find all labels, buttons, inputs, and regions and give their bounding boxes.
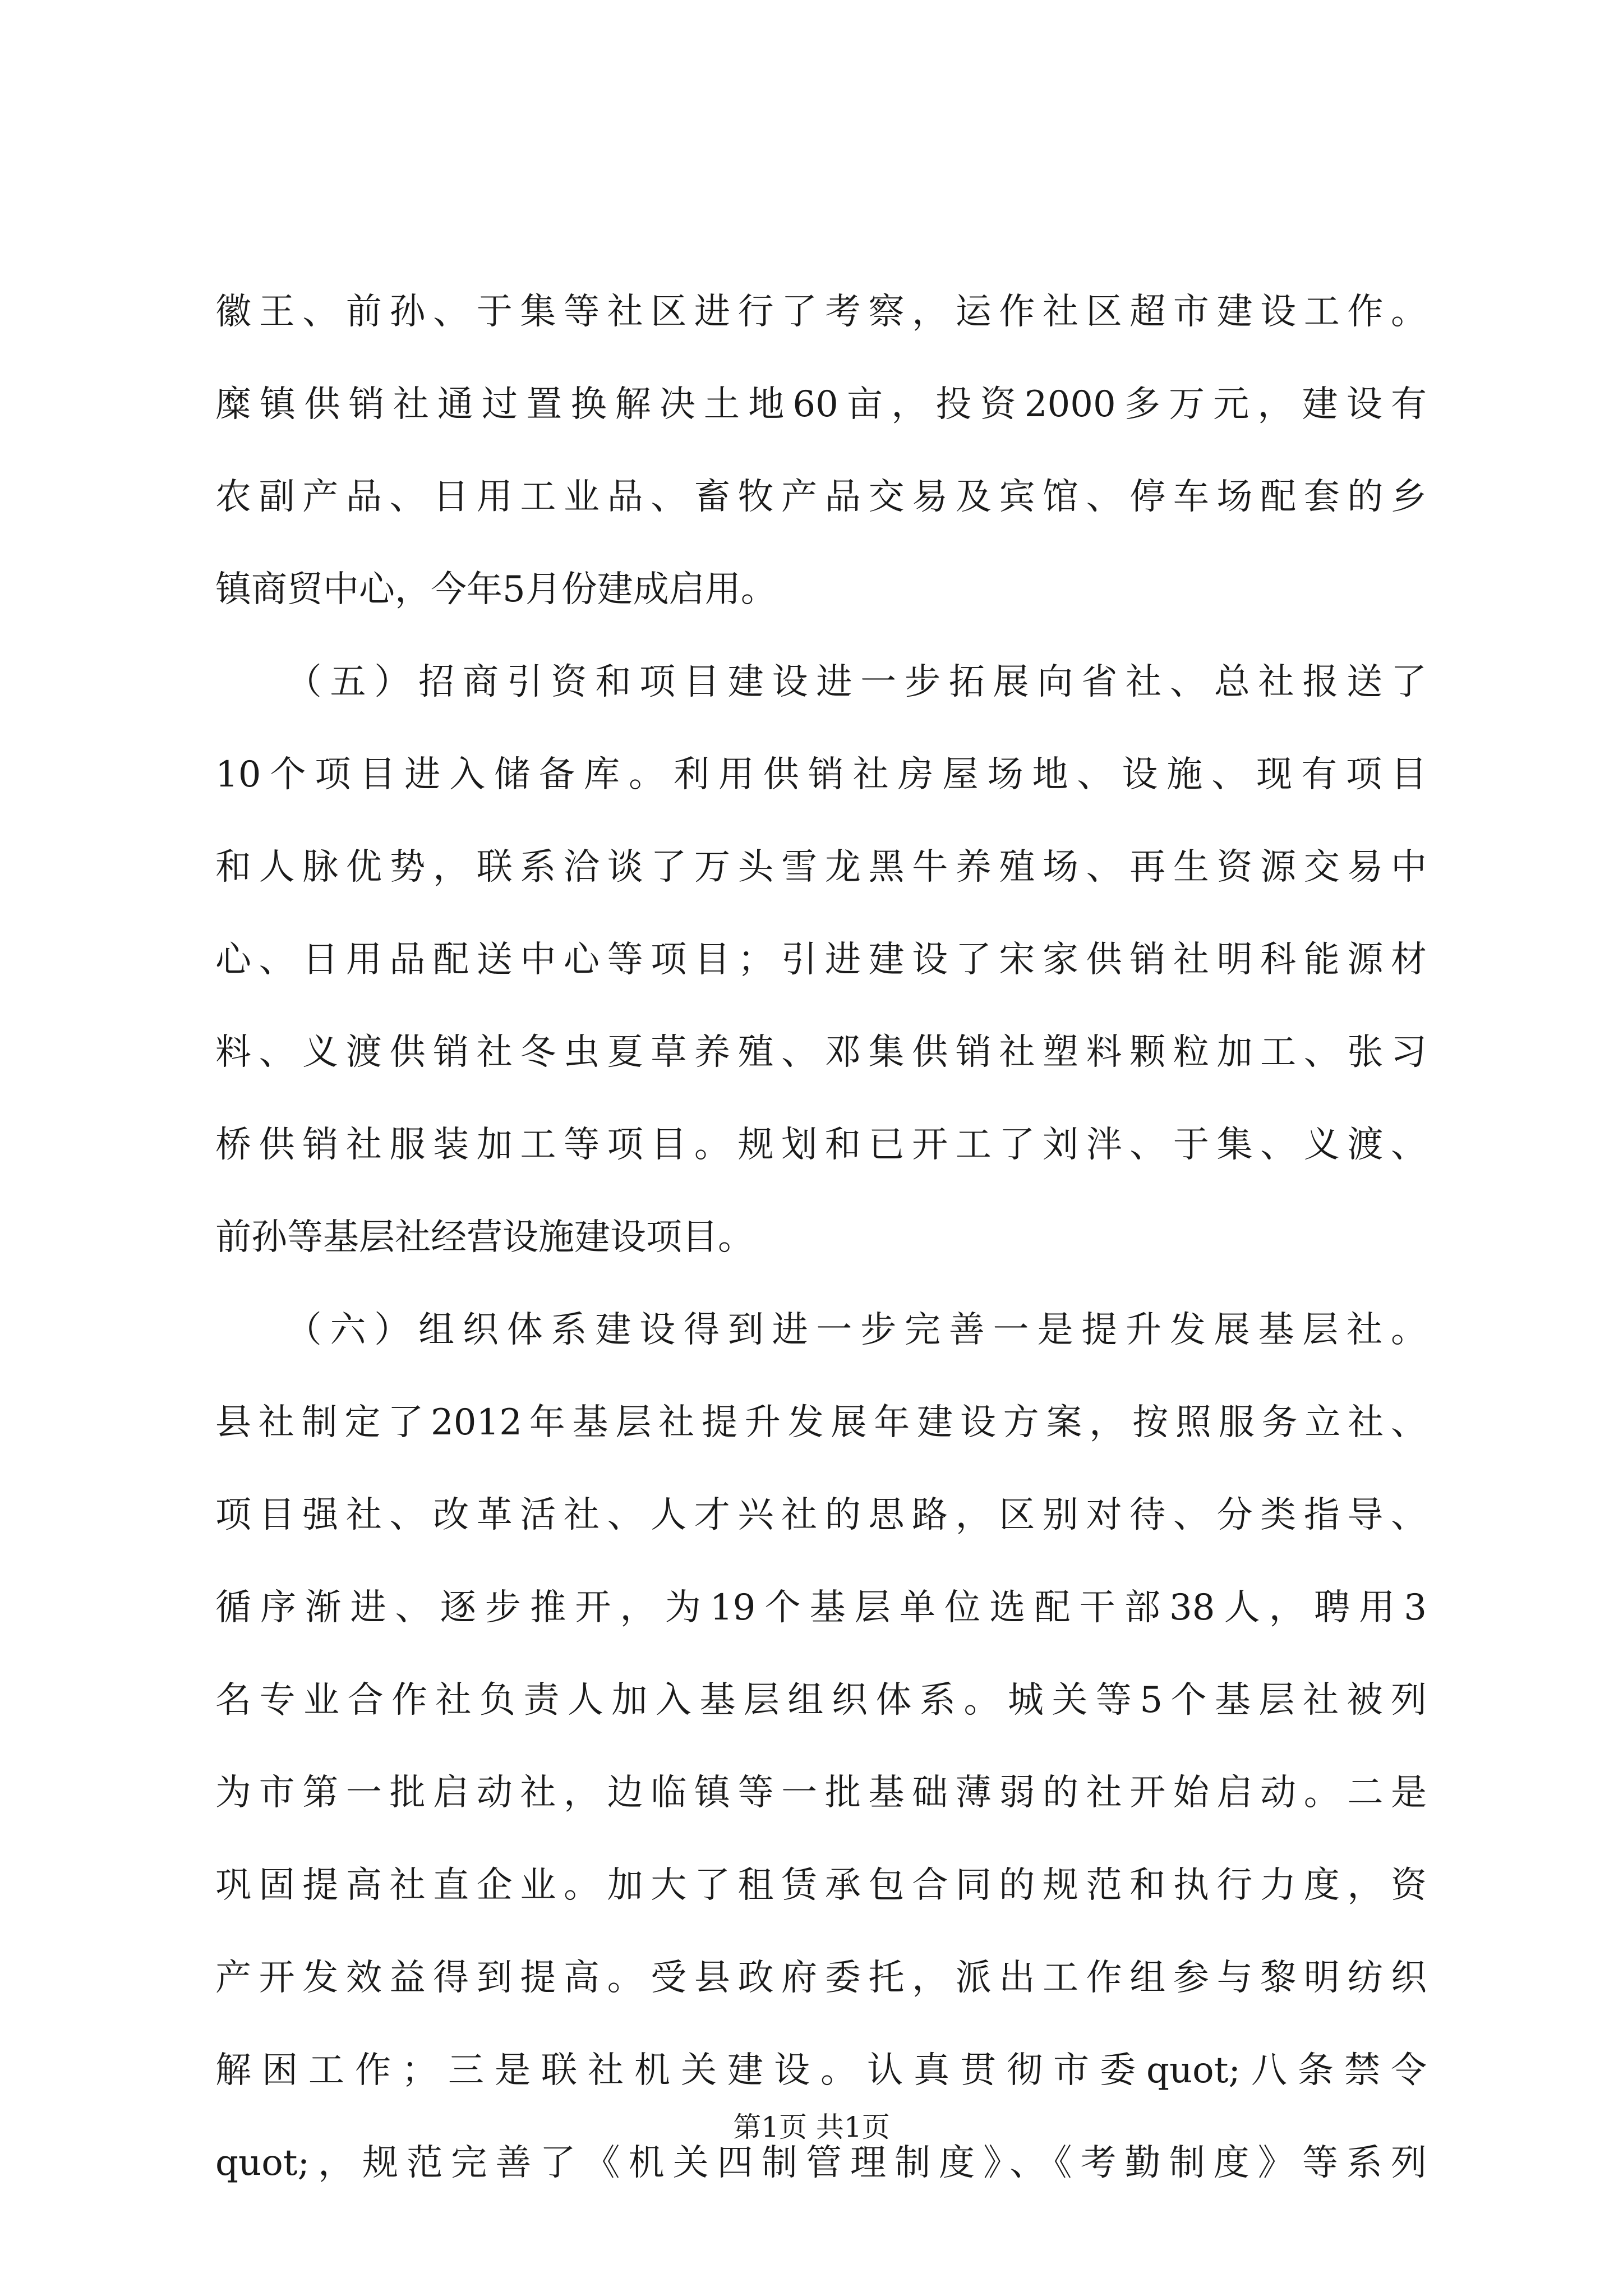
text-line: （六）组织体系建设得到进一步完善一是提升发展基层社。 (215, 1309, 1427, 1351)
text-line: （五）招商引资和项目建设进一步拓展向省社、总社报送了 (215, 661, 1427, 703)
text-line: 名专业合作社负责人加入基层组织体系。城关等5个基层社被列 (215, 1680, 1427, 1721)
text-line: 农副产品、日用工业品、畜牧产品交易及宾馆、停车场配套的乡 (215, 476, 1427, 518)
text-line: 和人脉优势，联系洽谈了万头雪龙黑牛养殖场、再生资源交易中 (215, 846, 1427, 888)
text-line: 糜镇供销社通过置换解决土地60亩，投资2000多万元，建设有 (215, 384, 1427, 425)
text-line: 10个项目进入储备库。利用供销社房屋场地、设施、现有项目 (215, 754, 1427, 795)
text-line: 心、日用品配送中心等项目；引进建设了宋家供销社明科能源材 (215, 939, 1427, 981)
text-line: 镇商贸中心，今年5月份建成启用。 (215, 569, 777, 610)
text-line: 循序渐进、逐步推开，为19个基层单位选配干部38人，聘用3 (215, 1587, 1427, 1628)
text-line: 项目强社、改革活社、人才兴社的思路，区别对待、分类指导、 (215, 1494, 1427, 1536)
document-body (215, 292, 1427, 2235)
text-line: quot;，规范完善了《机关四制管理制度》、《考勤制度》等系列 (215, 2142, 1427, 2184)
text-line: 产开发效益得到提高。受县政府委托，派出工作组参与黎明纺织 (215, 1957, 1427, 1999)
text-line: 巩固提高社直企业。加大了租赁承包合同的规范和执行力度，资 (215, 1865, 1427, 1906)
text-line: 为市第一批启动社，边临镇等一批基础薄弱的社开始启动。二是 (215, 1772, 1427, 1814)
text-line: 解困工作；三是联社机关建设。认真贯彻市委quot;八条禁令 (215, 2050, 1427, 2091)
text-line: 县社制定了2012年基层社提升发展年建设方案，按照服务立社、 (215, 1402, 1427, 1443)
text-line: 前孙等基层社经营设施建设项目。 (215, 1217, 754, 1258)
page-number: 第1页 共1页 (733, 2111, 890, 2143)
text-line: 桥供销社服装加工等项目。规划和已开工了刘泮、于集、义渡、 (215, 1124, 1427, 1166)
text-line: 料、义渡供销社冬虫夏草养殖、邓集供销社塑料颗粒加工、张习 (215, 1032, 1427, 1073)
page-footer (0, 2110, 1623, 2144)
text-line: 徽王、前孙、于集等社区进行了考察，运作社区超市建设工作。 (215, 291, 1427, 333)
